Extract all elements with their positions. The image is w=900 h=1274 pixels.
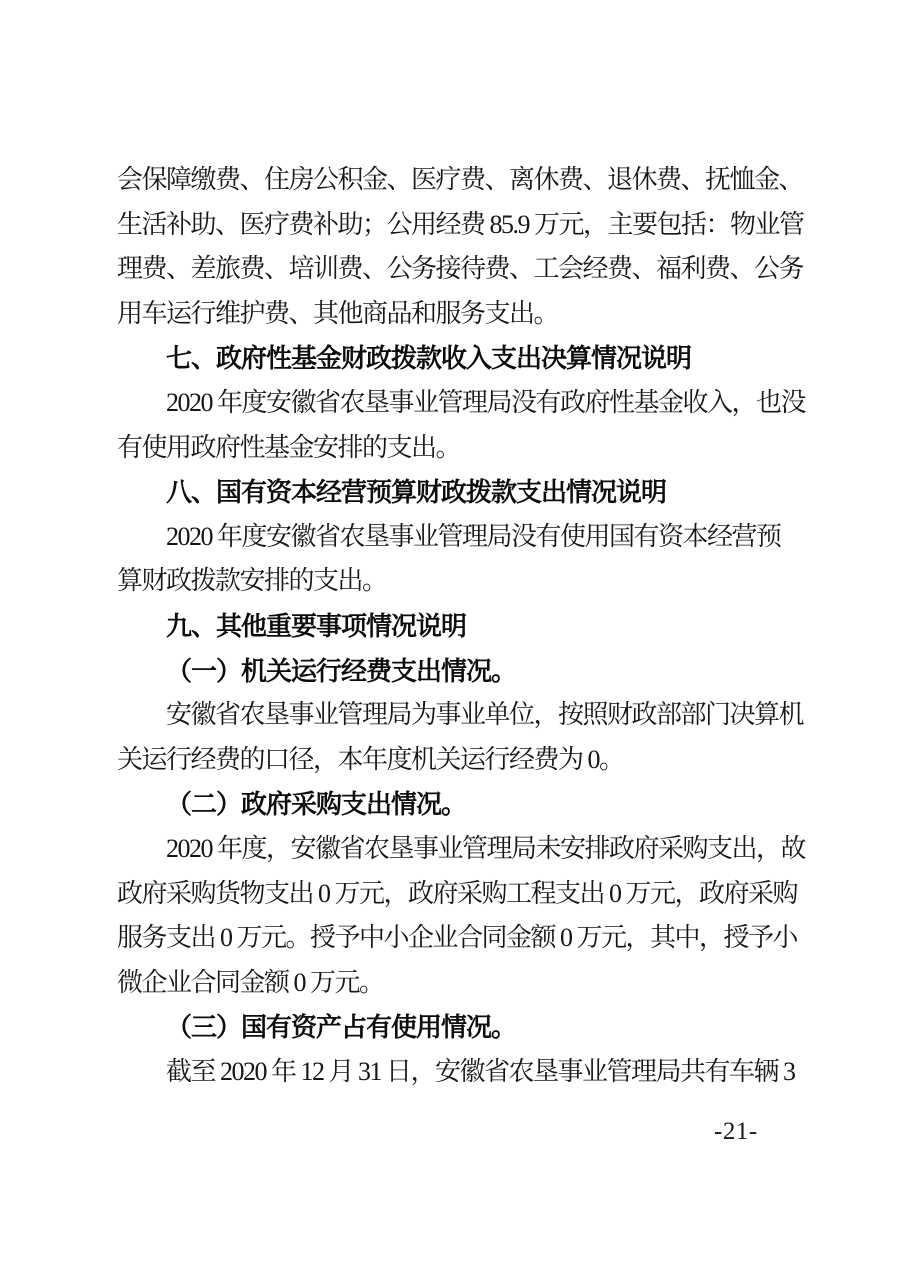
body-text-line: 有使用政府性基金安排的支出。: [117, 432, 461, 462]
body-text-line: 2020 年度安徽省农垦事业管理局没有使用国有资本经营预: [166, 521, 781, 551]
body-text-line: 会保障缴费、住房公积金、医疗费、离休费、退休费、抚恤金、: [117, 165, 804, 194]
body-text-line: 政府采购货物支出 0 万元，政府采购工程支出 0 万元，政府采购: [117, 878, 798, 908]
body-text-line: 2020 年度安徽省农垦事业管理局没有政府性基金收入，也没: [166, 387, 806, 417]
body-text-line: 生活补助、医疗费补助；公用经费 85.9 万元，主要包括：物业管: [117, 209, 804, 239]
body-text-line: 关运行经费的口径，本年度机关运行经费为 0。: [117, 744, 624, 774]
body-text-line: 算财政拨款安排的支出。: [117, 566, 387, 596]
heading-line: 九、其他重要事项情况说明: [166, 610, 467, 641]
body-text-line: 服务支出 0 万元。授予中小企业合同金额 0 万元，其中，授予小: [117, 923, 798, 953]
body-text-line: 理费、差旅费、培训费、公务接待费、工会经费、福利费、公务: [117, 254, 804, 284]
body-text-line: 用车运行维护费、其他商品和服务支出。: [117, 298, 559, 328]
heading-line: （二）政府采购支出情况。: [166, 789, 467, 820]
heading-line: （三）国有资产占有使用情况。: [166, 1012, 517, 1043]
body-text-line: 微企业合同金额 0 万元。: [117, 967, 384, 997]
body-text-line: 安徽省农垦事业管理局为事业单位，按照财政部部门决算机: [166, 700, 804, 730]
heading-line: 七、政府性基金财政拨款收入支出决算情况说明: [166, 343, 692, 374]
body-text-line: 2020 年度，安徽省农垦事业管理局未安排政府采购支出，故: [166, 833, 806, 863]
heading-line: 八、国有资本经营预算财政拨款支出情况说明: [166, 477, 667, 508]
page-number: -21-: [714, 1118, 758, 1145]
document-body: [117, 158, 806, 1094]
heading-line: （一）机关运行经费支出情况。: [166, 655, 517, 686]
body-text-line: 截至 2020 年 12 月 31 日，安徽省农垦事业管理局共有车辆 3: [166, 1056, 795, 1086]
